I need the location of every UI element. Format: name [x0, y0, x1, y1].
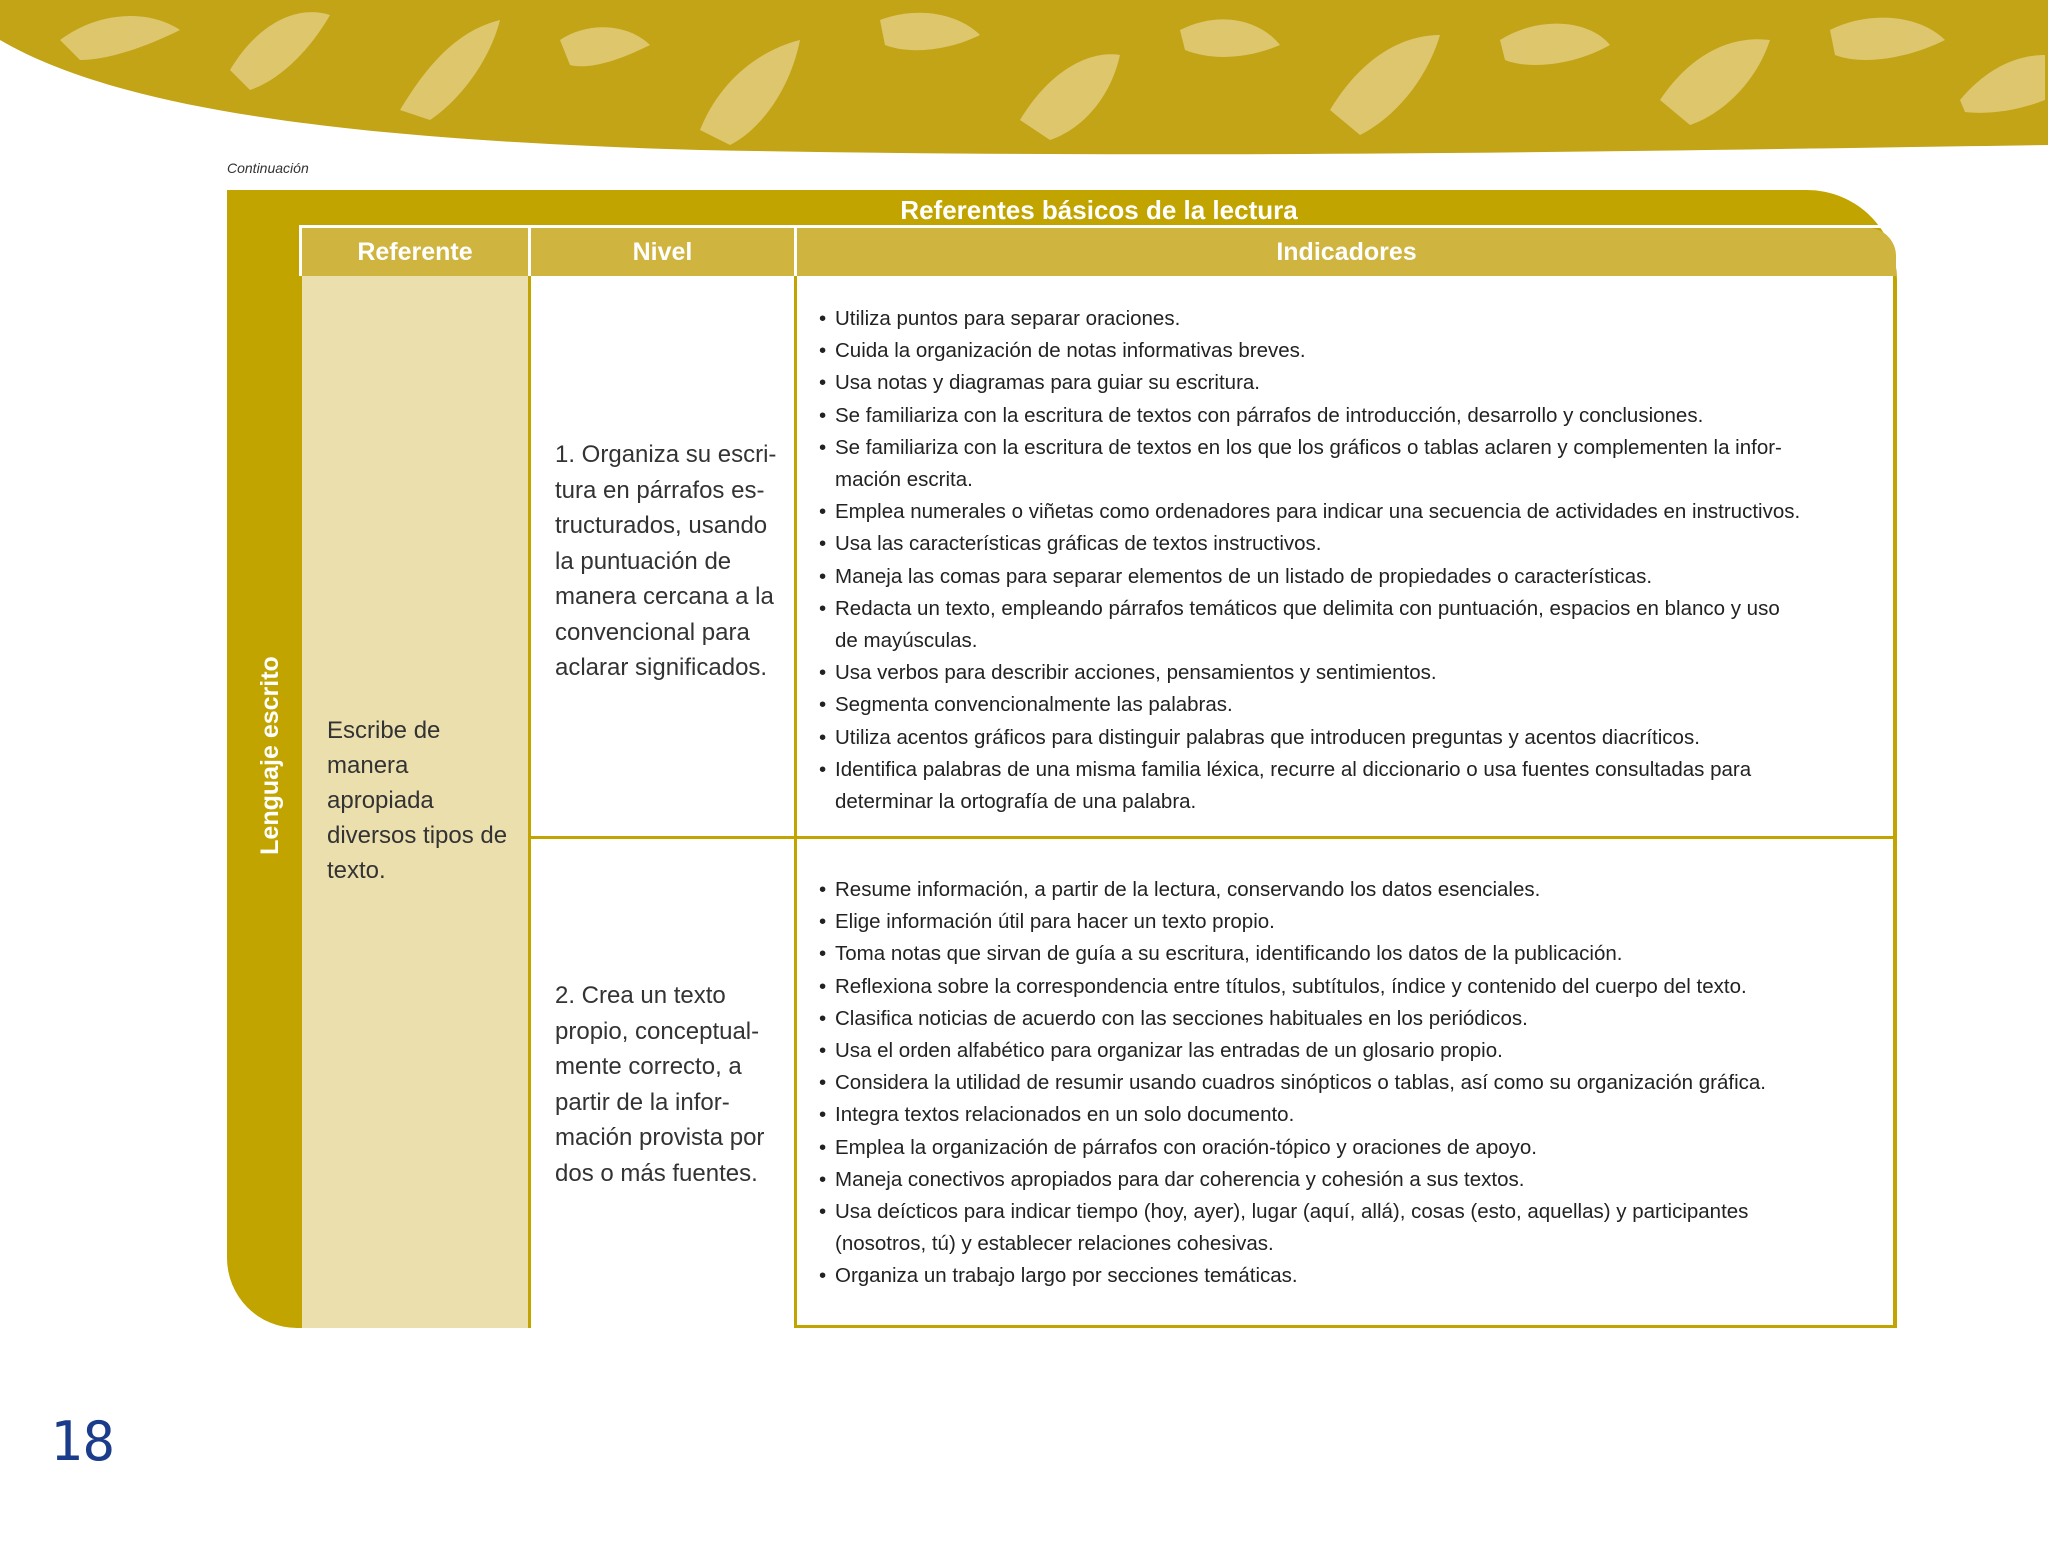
indicator-item: • Toma notas que sirvan de guía a su escritura, identificando los datos de la publicación. [819, 938, 1889, 970]
side-label [252, 600, 288, 910]
indicator-item: • Considera la utilidad de resumir usando cuadros sinópticos o tablas, así como su organización gráfica. [819, 1067, 1889, 1099]
column-header-referente: Referente [302, 228, 531, 276]
indicator-item: • Segmenta convencionalmente las palabras. [819, 689, 1889, 721]
nivel-text-1: 1. Organiza su escri- tura en párrafos es- tructurados, usando la puntuación de manera cercana a la convencional para aclarar significados. [555, 441, 777, 681]
column-header-indicadores: Indicadores [797, 228, 1896, 276]
column-header-nivel: Nivel [531, 228, 797, 276]
indicadores-cell-2 [797, 839, 1896, 1328]
page-number: 18 [50, 1410, 116, 1473]
indicator-item: • Se familiariza con la escritura de textos en los que los gráficos o tablas aclaren y complementen la infor- mación escrita. [819, 432, 1889, 496]
indicadores-list-1 [819, 303, 1889, 818]
indicator-item: • Elige información útil para hacer un texto propio. [819, 906, 1889, 938]
indicator-item: • Maneja conectivos apropiados para dar coherencia y cohesión a sus textos. [819, 1164, 1889, 1196]
side-label-text: Lenguaje escrito [255, 655, 284, 855]
indicator-item: • Usa deícticos para indicar tiempo (hoy, ayer), lugar (aquí, allá), cosas (esto, aquellas) y participantes (nosotros, tú) y establecer relaciones cohesivas. [819, 1196, 1889, 1260]
indicator-item: • Reflexiona sobre la correspondencia entre títulos, subtítulos, índice y contenido del cuerpo del texto. [819, 971, 1889, 1003]
nivel-text-2: 2. Crea un texto propio, conceptual- mente correcto, a partir de la infor- mación provista por dos o más fuentes. [555, 982, 765, 1187]
decorative-banner [0, 0, 2048, 170]
indicator-item: • Maneja las comas para separar elementos de un listado de propiedades o características. [819, 561, 1889, 593]
referente-text: Escribe de manera apropiada diversos tipos de texto. [327, 717, 508, 884]
indicator-item: • Emplea numerales o viñetas como ordenadores para indicar una secuencia de actividades en instructivos. [819, 496, 1889, 528]
indicator-item: • Se familiariza con la escritura de textos con párrafos de introducción, desarrollo y conclusiones. [819, 400, 1889, 432]
indicator-item: • Utiliza puntos para separar oraciones. [819, 303, 1889, 335]
indicadores-cell-1 [797, 276, 1896, 839]
indicator-item: • Identifica palabras de una misma familia léxica, recurre al diccionario o usa fuentes consultadas para determinar la ortografía de una palabra. [819, 754, 1889, 818]
indicator-item: • Usa las características gráficas de textos instructivos. [819, 528, 1889, 560]
indicator-item: • Integra textos relacionados en un solo documento. [819, 1099, 1889, 1131]
indicator-item: • Clasifica noticias de acuerdo con las secciones habituales en los periódicos. [819, 1003, 1889, 1035]
continuation-label: Continuación [227, 160, 309, 176]
indicator-item: • Usa verbos para describir acciones, pensamientos y sentimientos. [819, 657, 1889, 689]
indicator-item: • Resume información, a partir de la lectura, conservando los datos esenciales. [819, 874, 1889, 906]
indicator-item: • Organiza un trabajo largo por secciones temáticas. [819, 1260, 1889, 1292]
indicator-item: • Utiliza acentos gráficos para distinguir palabras que introducen preguntas y acentos diacríticos. [819, 722, 1889, 754]
indicator-item: • Usa el orden alfabético para organizar las entradas de un glosario propio. [819, 1035, 1889, 1067]
nivel-cell-2 [531, 839, 797, 1328]
table-title: Referentes básicos de la lectura [900, 195, 1298, 225]
indicator-item: • Emplea la organización de párrafos con oración-tópico y oraciones de apoyo. [819, 1132, 1889, 1164]
nivel-cell-1 [531, 276, 797, 839]
indicadores-list-2 [819, 874, 1889, 1293]
referente-cell [302, 276, 531, 1328]
indicator-item: • Redacta un texto, empleando párrafos temáticos que delimita con puntuación, espacios en blanco y uso de mayúsculas. [819, 593, 1889, 657]
indicator-item: • Usa notas y diagramas para guiar su escritura. [819, 367, 1889, 399]
indicator-item: • Cuida la organización de notas informativas breves. [819, 335, 1889, 367]
